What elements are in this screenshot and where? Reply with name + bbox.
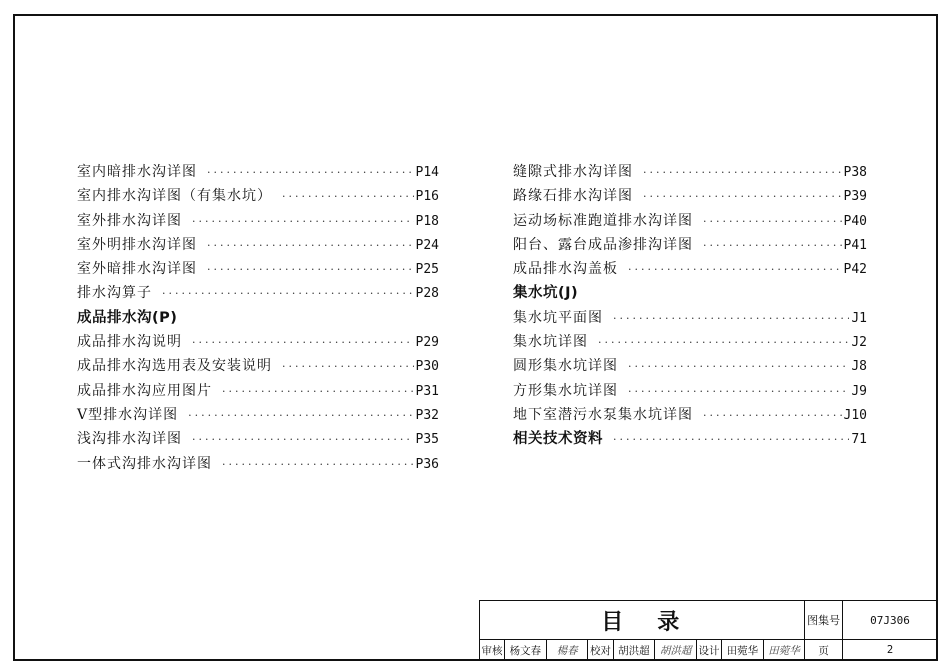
toc-entry-page: J8 (851, 359, 867, 375)
toc-entry-page: P28 (415, 286, 439, 302)
toc-entry-page: J1 (851, 310, 867, 326)
toc-leader-dots (207, 234, 414, 258)
toc-leader-dots (192, 428, 414, 452)
toc-entry-title: 缝隙式排水沟详图 (513, 164, 633, 180)
toc-entry-title: 集水坑详图 (513, 334, 588, 351)
toc-entry (513, 233, 867, 257)
atlas-number-value: 07J306 (842, 601, 937, 640)
toc-entry-title: 阳台、露台成品渗排沟详图 (513, 236, 693, 253)
toc-leader-dots (192, 331, 414, 355)
toc-leader-dots (628, 258, 842, 282)
toc-entry-title: 集水坑平面图 (513, 309, 603, 326)
toc-entry (77, 379, 439, 403)
toc-entry-title: 成品排水沟说明 (77, 334, 182, 351)
toc-leader-dots (192, 210, 414, 234)
toc-leader-dots (222, 453, 414, 477)
toc-entry-page: P32 (415, 407, 439, 423)
toc-entry (77, 354, 439, 378)
page-number-label: 页 (805, 640, 843, 661)
toc-entry-title: 路缘石排水沟详图 (513, 188, 633, 205)
toc-entry-page: P40 (843, 213, 867, 229)
title-block (479, 600, 938, 661)
toc-leader-dots (222, 380, 414, 404)
toc-leader-dots (613, 428, 849, 452)
toc-entry (513, 379, 867, 403)
toc-section-heading (513, 427, 867, 451)
toc-entry-page: P38 (843, 165, 867, 180)
toc-leader-dots (598, 331, 849, 355)
toc-entry-title: 一体式沟排水沟详图 (77, 455, 212, 472)
toc-entry (513, 354, 867, 378)
toc-leader-dots (613, 307, 849, 331)
toc-entry-page: P42 (843, 262, 867, 278)
toc-entry-title: 室外明排水沟详图 (77, 236, 197, 253)
toc-leader-dots (643, 185, 842, 209)
toc-section-heading (513, 281, 867, 305)
toc-leader-dots (207, 161, 414, 185)
toc-leader-dots (703, 404, 842, 428)
toc-left-column (77, 160, 439, 476)
toc-leader-dots (628, 355, 849, 379)
toc-entry (77, 403, 439, 427)
toc-entry-title: 室外暗排水沟详图 (77, 261, 197, 278)
atlas-number-label: 图集号 (805, 601, 843, 640)
toc-entry-title: 集水坑(J) (513, 285, 579, 302)
toc-entry (77, 281, 439, 305)
toc-entry-title: 成品排水沟盖板 (513, 261, 618, 278)
toc-entry (513, 306, 867, 330)
toc-entry-page: P31 (415, 383, 439, 399)
toc-entry-page: P24 (415, 237, 439, 253)
reviewer-name: 杨文春 (505, 640, 547, 661)
toc-entry (77, 427, 439, 451)
toc-entry-title: 圆形集水坑详图 (513, 358, 618, 375)
toc-entry-title: 运动场标准跑道排水沟详图 (513, 212, 693, 229)
page-title: 目录 (480, 601, 805, 640)
toc-entry-title: 相关技术资料 (513, 431, 603, 448)
toc-entry-page: P36 (415, 456, 439, 472)
toc-entry-page: J10 (843, 407, 867, 423)
checker-name: 胡洪超 (613, 640, 655, 661)
toc-entry (77, 184, 439, 208)
toc-entry (77, 209, 439, 233)
toc-right-column (513, 160, 867, 452)
toc-entry (513, 160, 867, 184)
toc-entry (513, 403, 867, 427)
toc-entry-page: P35 (415, 432, 439, 448)
checker-signature: 胡洪超 (655, 640, 697, 661)
designer-label: 设计 (696, 640, 721, 661)
toc-entry-page: P16 (415, 189, 439, 205)
toc-leader-dots (207, 258, 414, 282)
toc-entry (77, 257, 439, 281)
toc-entry-page: P25 (415, 262, 439, 278)
toc-entry-title: 方形集水坑详图 (513, 382, 618, 399)
toc-entry-title: 浅沟排水沟详图 (77, 431, 182, 448)
toc-entry-page: J9 (851, 383, 867, 399)
toc-entry-title: 室外排水沟详图 (77, 212, 182, 229)
toc-entry-title: 成品排水沟选用表及安装说明 (77, 358, 272, 375)
toc-entry-page: P30 (415, 359, 439, 375)
toc-leader-dots (703, 210, 842, 234)
toc-leader-dots (282, 185, 414, 209)
toc-entry-title: 成品排水沟应用图片 (77, 382, 212, 399)
checker-label: 校对 (588, 640, 613, 661)
toc-entry (513, 257, 867, 281)
toc-entry (77, 330, 439, 354)
designer-signature: 田菀华 (763, 640, 805, 661)
toc-leader-dots (282, 355, 414, 379)
reviewer-signature: 楊春 (546, 640, 588, 661)
toc-entry-title: V型排水沟详图 (77, 406, 179, 423)
toc-entry (513, 209, 867, 233)
toc-section-heading (77, 306, 439, 330)
toc-entry (77, 160, 439, 184)
toc-entry-page: P41 (843, 237, 867, 253)
toc-entry-page: P39 (843, 189, 867, 205)
toc-entry-page: P29 (415, 335, 439, 351)
toc-leader-dots (188, 404, 413, 428)
toc-entry (77, 452, 439, 476)
designer-name: 田菀华 (721, 640, 763, 661)
toc-entry (77, 233, 439, 257)
reviewer-label: 审核 (480, 640, 505, 661)
toc-entry (513, 184, 867, 208)
toc-leader-dots (628, 380, 849, 404)
toc-leader-dots (703, 234, 842, 258)
toc-entry-title: 地下室潜污水泵集水坑详图 (513, 406, 693, 423)
toc-entry-page: P18 (415, 213, 439, 229)
toc-entry-page: 71 (851, 432, 867, 448)
toc-entry-title: 成品排水沟(P) (77, 309, 178, 326)
toc-entry-title: 排水沟算子 (77, 285, 152, 302)
toc-leader-dots (643, 161, 842, 185)
toc-entry (513, 330, 867, 354)
page-number-value: 2 (842, 640, 937, 661)
toc-entry-page: J2 (851, 335, 867, 351)
toc-leader-dots (162, 282, 414, 306)
toc-entry-page: P14 (415, 165, 439, 180)
toc-entry-title: 室内排水沟详图（有集水坑） (77, 188, 272, 205)
toc-entry-title: 室内暗排水沟详图 (77, 164, 197, 180)
